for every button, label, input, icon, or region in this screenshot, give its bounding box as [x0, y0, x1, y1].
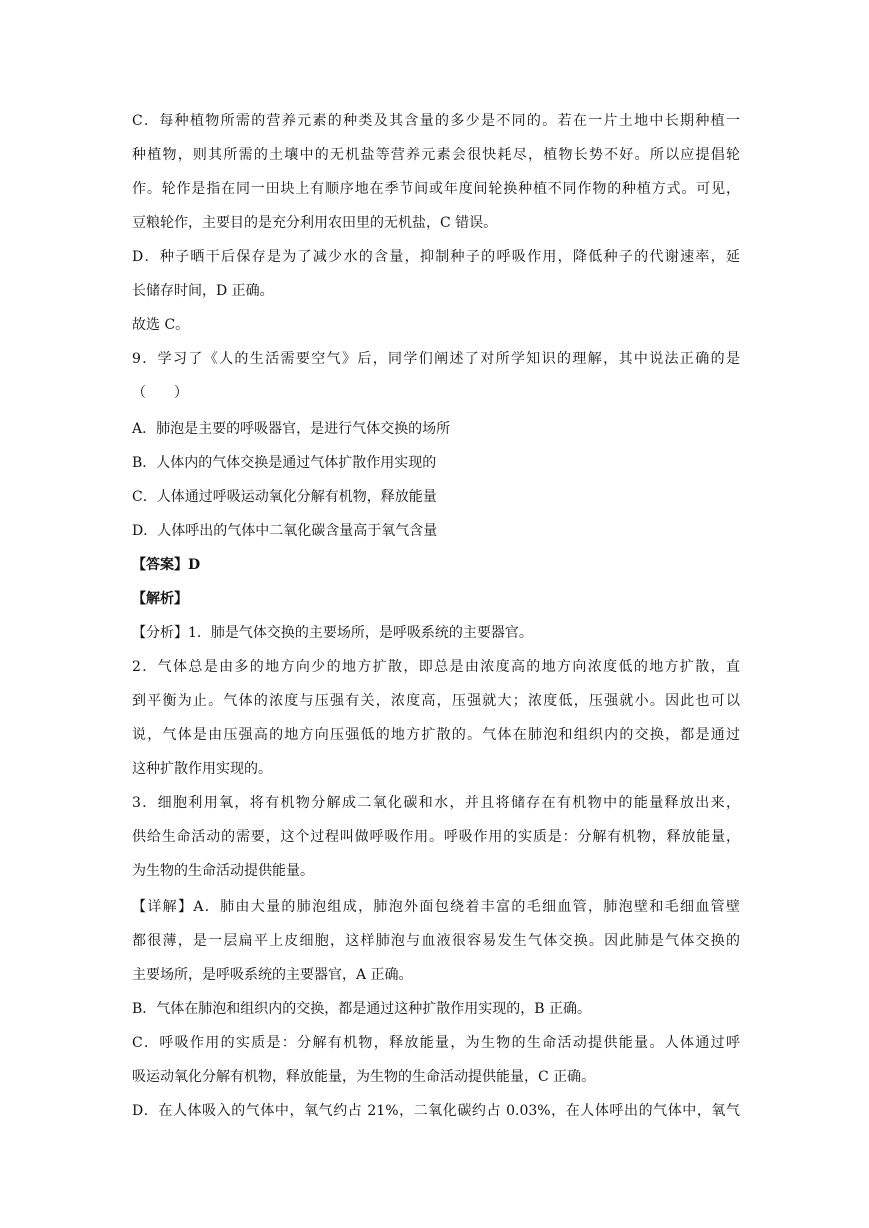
paragraph-line: C．每种植物所需的营养元素的种类及其含量的多少是不同的。若在一片土地中长期种植一	[132, 113, 740, 129]
option-a: A．肺泡是主要的呼吸器官，是进行气体交换的场所	[132, 421, 451, 437]
option-d: D．人体呼出的气体中二氧化碳含量高于氧气含量	[132, 523, 438, 539]
paragraph-line: 【详解】A．肺由大量的肺泡组成，肺泡外面包绕着丰富的毛细血管，肺泡壁和毛细血管壁	[132, 899, 740, 915]
paragraph-line: 故选 C。	[132, 317, 190, 333]
paragraph-line: 都很薄，是一层扁平上皮细胞，这样肺泡与血液很容易发生气体交换。因此肺是气体交换的	[132, 933, 740, 949]
paragraph-line: D．种子晒干后保存是为了减少水的含量，抑制种子的呼吸作用，降低种子的代谢速率，延	[132, 249, 740, 265]
option-b: B．人体内的气体交换是通过气体扩散作用实现的	[132, 455, 437, 471]
paragraph-line: 【分析】1．肺是气体交换的主要场所，是呼吸系统的主要器官。	[132, 625, 533, 641]
paragraph-line: 作。轮作是指在同一田块上有顺序地在季节间或年度间轮换种植不同作物的种植方式。可见，	[132, 181, 740, 197]
option-c: C．人体通过呼吸运动氧化分解有机物，释放能量	[132, 489, 437, 505]
question-blank: （ ）	[132, 385, 188, 401]
paragraph-line: 供给生命活动的需要，这个过程叫做呼吸作用。呼吸作用的实质是：分解有机物，释放能量，	[132, 829, 740, 845]
paragraph-line: 主要场所，是呼吸系统的主要器官，A 正确。	[132, 967, 413, 983]
paragraph-line: C．呼吸作用的实质是：分解有机物，释放能量，为生物的生命活动提供能量。人体通过呼	[132, 1035, 740, 1051]
answer-line: 【答案】D	[132, 557, 201, 573]
paragraph-line: 说，气体是由压强高的地方向压强低的地方扩散的。气体在肺泡和组织内的交换，都是通过	[132, 727, 740, 743]
paragraph-line: D．在人体吸入的气体中，氧气约占 21%，二氧化碳约占 0.03%，在人体呼出的气体中，氧气	[132, 1103, 740, 1119]
paragraph-line: 到平衡为止。气体的浓度与压强有关，浓度高，压强就大；浓度低，压强就小。因此也可以	[132, 693, 740, 709]
paragraph-line: 种植物，则其所需的土壤中的无机盐等营养元素会很快耗尽，植物长势不好。所以应提倡轮	[132, 147, 740, 163]
paragraph-line: 3．细胞利用氧，将有机物分解成二氧化碳和水，并且将储存在有机物中的能量释放出来，	[132, 795, 740, 811]
paragraph-line: 吸运动氧化分解有机物，释放能量，为生物的生命活动提供能量，C 正确。	[132, 1069, 596, 1085]
paragraph-line: 2．气体总是由多的地方向少的地方扩散，即总是由浓度高的地方向浓度低的地方扩散，直	[132, 659, 740, 675]
paragraph-line: 这种扩散作用实现的。	[132, 761, 272, 777]
paragraph-line: 长储存时间，D 正确。	[132, 283, 274, 299]
question-stem: 9．学习了《人的生活需要空气》后，同学们阐述了对所学知识的理解，其中说法正确的是	[132, 351, 740, 367]
paragraph-line: B．气体在肺泡和组织内的交换，都是通过这种扩散作用实现的，B 正确。	[132, 1001, 592, 1017]
analysis-heading: 【解析】	[132, 591, 188, 607]
paragraph-line: 豆粮轮作，主要目的是充分利用农田里的无机盐，C 错误。	[132, 215, 498, 231]
paragraph-line: 为生物的生命活动提供能量。	[132, 863, 314, 879]
